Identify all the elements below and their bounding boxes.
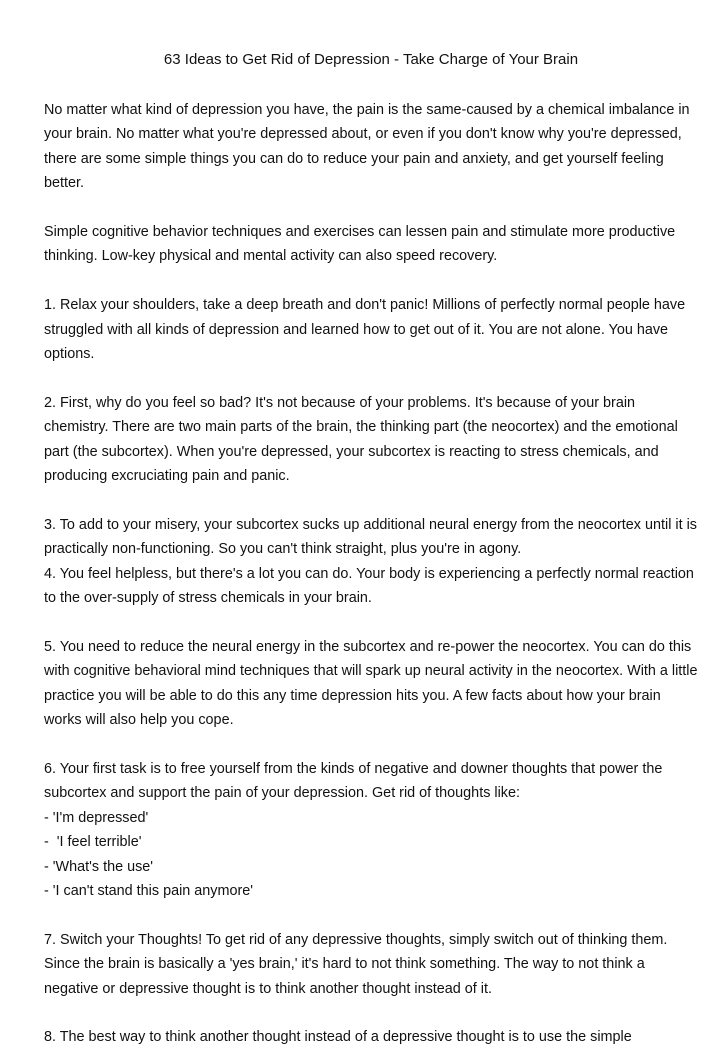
idea-4-paragraph: 4. You feel helpless, but there's a lot you can do. Your body is experiencing a perfectly normal reaction to the over-supply of stress chemicals in your brain. [44,565,694,607]
list-item: - 'I feel terrible' [44,834,142,851]
list-item: - 'I'm depressed' [44,809,149,826]
idea-3-paragraph: 3. To add to your misery, your subcortex sucks up additional neural energy from the neocortex until it is practically non-functioning. So you can't think straight, plus you're in agony. [44,516,697,558]
document-title: 63 Ideas to Get Rid of Depression - Take Charge of Your Brain [163,51,579,68]
idea-8-paragraph: 8. The best way to think another thought instead of a depressive thought is to use the simple [44,1029,632,1046]
list-item: - 'What's the use' [44,858,154,875]
negative-thoughts-list [44,806,698,904]
idea-5-paragraph: 5. You need to reduce the neural energy in the subcortex and re-power the neocortex. You can do this with cognitive behavioral mind techniques that will spark up neural activity in the neocortex. With a little practice you will be able to do this any time depression hits you. A few facts about how your brain works will also help you cope. [44,638,698,729]
idea-2-paragraph: 2. First, why do you feel so bad? It's not because of your problems. It's because of your brain chemistry. There are two main parts of the brain, the thinking part (the neocortex) and the emotional part (the subcortex). When you're depressed, your subcortex is reacting to stress chemicals, and producing excruciating pain and panic. [44,394,678,485]
list-item: - 'I can't stand this pain anymore' [44,882,254,899]
idea-1-paragraph: 1. Relax your shoulders, take a deep breath and don't panic! Millions of perfectly normal people have struggled with all kinds of depression and learned how to get out of it. You are not alone. You have options. [44,297,686,363]
idea-7-paragraph: 7. Switch your Thoughts! To get rid of any depressive thoughts, simply switch out of thinking them. Since the brain is basically a 'yes brain,' it's hard to not think something. The way to not think a negative or depressive thought is to think another thought instead of it. [44,931,668,997]
idea-6-paragraph: 6. Your first task is to free yourself from the kinds of negative and downer thoughts that power the subcortex and support the pain of your depression. Get rid of thoughts like: [44,760,663,802]
intro-paragraph-2: Simple cognitive behavior techniques and exercises can lessen pain and stimulate more productive thinking. Low-key physical and mental activity can also speed recovery. [44,224,676,265]
intro-paragraph-1: No matter what kind of depression you have, the pain is the same-caused by a chemical imbalance in your brain. No matter what you're depressed about, or even if you don't know why you're depressed, there are some simple things you can do to reduce your pain and anxiety, and get yourself feeling better. [44,102,690,192]
